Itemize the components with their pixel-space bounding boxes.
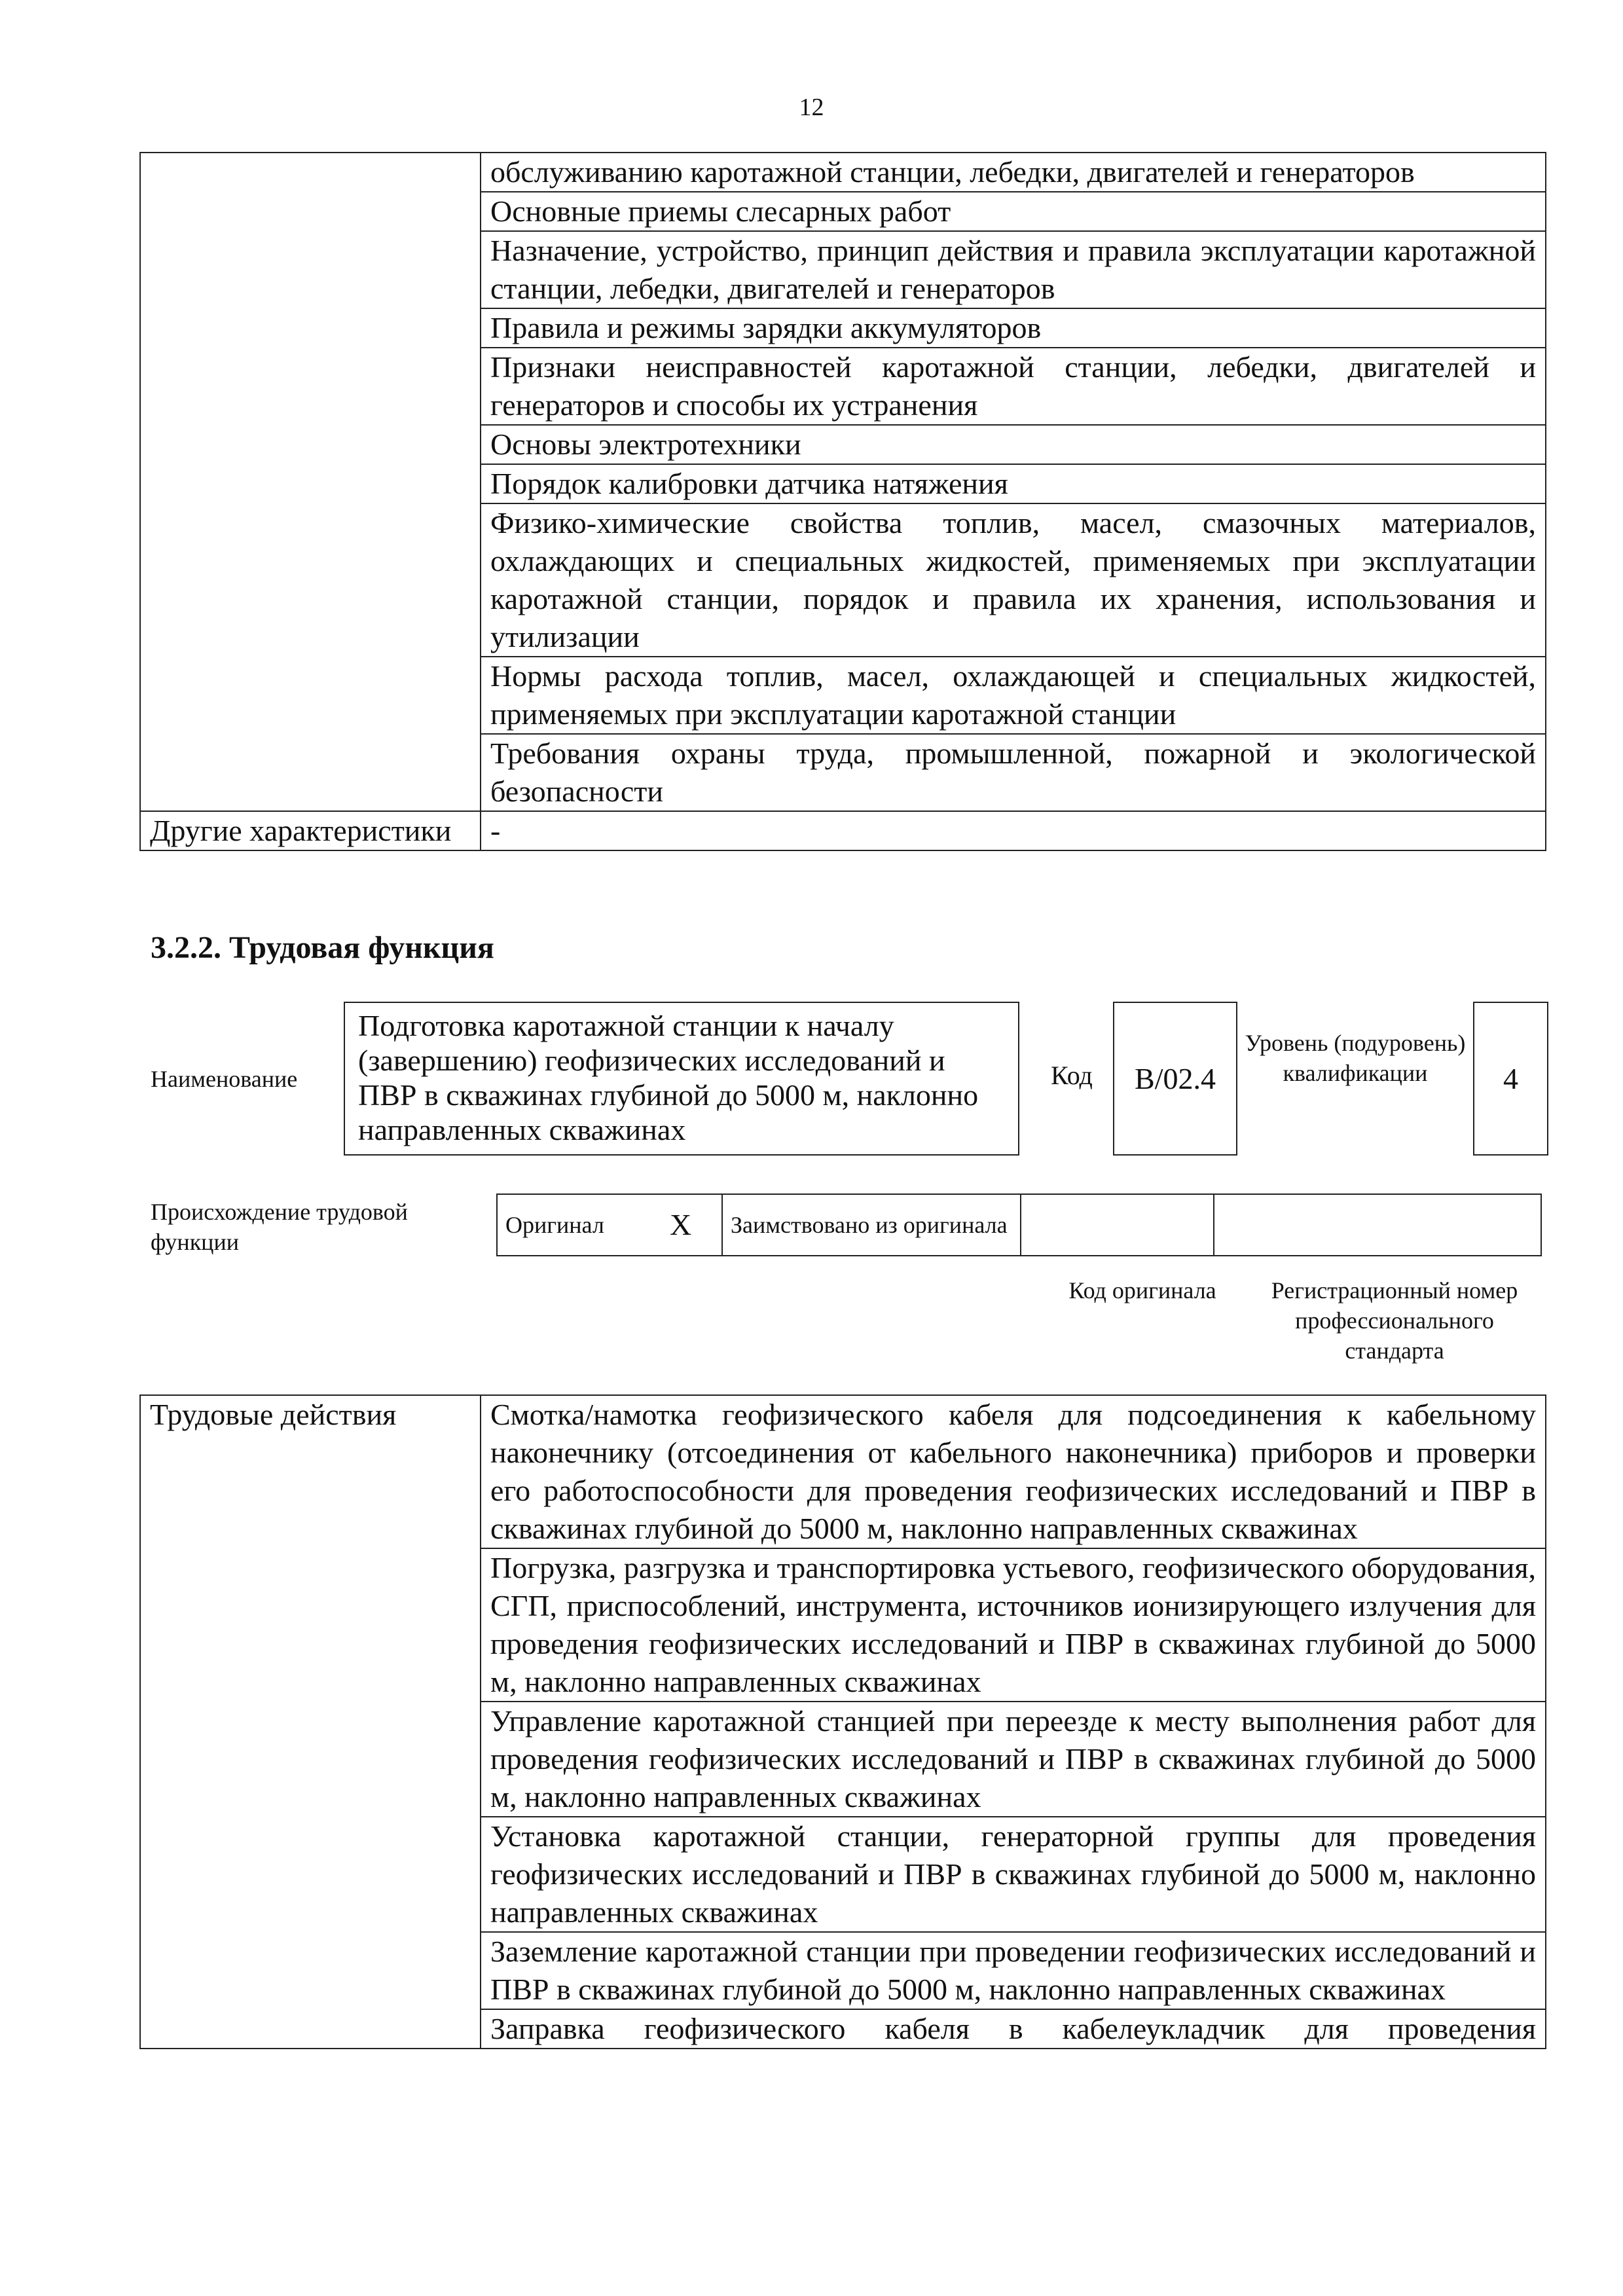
empty-left-cell bbox=[140, 153, 481, 811]
knowledge-item: Порядок калибровки датчика натяжения bbox=[481, 464, 1546, 503]
name-label: Наименование bbox=[151, 1066, 298, 1092]
section-title: 3.2.2. Трудовая функция bbox=[151, 930, 494, 965]
knowledge-item: Требования охраны труда, промышленной, пожарной и экологической безопасности bbox=[481, 734, 1546, 811]
level-value-box: 4 bbox=[1473, 1002, 1548, 1156]
original-mark: X bbox=[662, 1194, 722, 1256]
other-characteristics-label: Другие характеристики bbox=[140, 811, 481, 850]
function-name-box: Подготовка каротажной станции к началу (завершению) геофизических исследований и ПВР в скважинах глубиной до 5000 м, наклонно направленных скважинах bbox=[344, 1002, 1019, 1156]
code-label: Код bbox=[1051, 1061, 1093, 1090]
code-value-box: В/02.4 bbox=[1113, 1002, 1237, 1156]
original-label: Оригинал bbox=[497, 1194, 662, 1256]
labor-action-item: Погрузка, разгрузка и транспортировка устьевого, геофизического оборудования, СГП, приспособлений, инструмента, источников ионизирующего излучения для проведения геофизических исследований и ПВР в скважинах глубиной до 5000 м, наклонно направленных скважинах bbox=[481, 1548, 1546, 1702]
knowledge-item: Признаки неисправностей каротажной станции, лебедки, двигателей и генераторов и способы их устранения bbox=[481, 348, 1546, 425]
labor-action-item: Установка каротажной станции, генераторной группы для проведения геофизических исследований и ПВР в скважинах глубиной до 5000 м, наклонно направленных скважинах bbox=[481, 1817, 1546, 1932]
knowledge-table bbox=[139, 152, 1546, 851]
labor-actions-label: Трудовые действия bbox=[140, 1395, 481, 2049]
knowledge-item: Основные приемы слесарных работ bbox=[481, 192, 1546, 231]
labor-action-item: Смотка/намотка геофизического кабеля для подсоединения к кабельному наконечнику (отсоединения от кабельного наконечника) приборов и проверки его работоспособности для проведения геофизических исследований и ПВР в скважинах глубиной до 5000 м, наклонно направленных скважинах bbox=[481, 1395, 1546, 1548]
level-label: Уровень (подуровень) квалификации bbox=[1245, 1030, 1466, 1086]
registration-number-caption: Регистрационный номер профессионального стандарта bbox=[1271, 1277, 1518, 1364]
knowledge-item: Физико-химические свойства топлив, масел, смазочных материалов, охлаждающих и специальных жидкостей, применяемых при эксплуатации каротажной станции, порядок и правила их хранения, использования и утилизации bbox=[481, 503, 1546, 657]
original-code-cell bbox=[1021, 1194, 1214, 1256]
registration-number-cell bbox=[1214, 1194, 1541, 1256]
page-number: 12 bbox=[799, 94, 824, 121]
knowledge-item: Правила и режимы зарядки аккумуляторов bbox=[481, 308, 1546, 348]
labor-actions-table bbox=[139, 1394, 1546, 2049]
labor-action-item: Заправка геофизического кабеля в кабелеукладчик для проведения bbox=[481, 2009, 1546, 2049]
borrowed-label: Заимствовано из оригинала bbox=[722, 1194, 1021, 1256]
labor-action-item: Заземление каротажной станции при проведении геофизических исследований и ПВР в скважинах глубиной до 5000 м, наклонно направленных скважинах bbox=[481, 1932, 1546, 2009]
knowledge-item: Нормы расхода топлив, масел, охлаждающей и специальных жидкостей, применяемых при эксплуатации каротажной станции bbox=[481, 657, 1546, 734]
knowledge-item: обслуживанию каротажной станции, лебедки, двигателей и генераторов bbox=[481, 153, 1546, 192]
knowledge-item: Назначение, устройство, принцип действия и правила эксплуатации каротажной станции, лебедки, двигателей и генераторов bbox=[481, 231, 1546, 308]
knowledge-item: Основы электротехники bbox=[481, 425, 1546, 464]
origin-label: Происхождение трудовой функции bbox=[151, 1199, 408, 1255]
original-code-caption: Код оригинала bbox=[1068, 1277, 1216, 1303]
labor-action-item: Управление каротажной станцией при переезде к месту выполнения работ для проведения геофизических исследований и ПВР в скважинах глубиной до 5000 м, наклонно направленных скважинах bbox=[481, 1702, 1546, 1817]
other-characteristics-value: - bbox=[481, 811, 1546, 850]
origin-table bbox=[496, 1194, 1542, 1256]
